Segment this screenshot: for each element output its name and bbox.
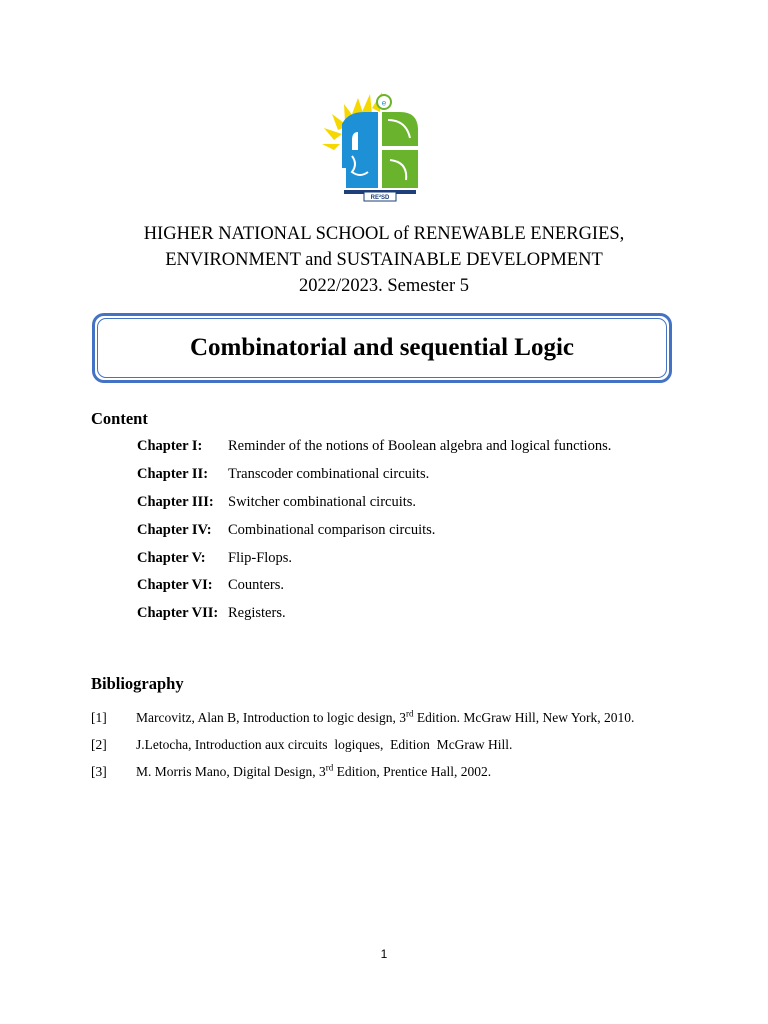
chapter-title: Registers. — [228, 605, 286, 622]
bibliography-heading: Bibliography — [91, 674, 184, 693]
chapter-title: Flip-Flops. — [228, 549, 293, 566]
school-logo-icon — [318, 86, 436, 204]
page-number: 1 — [380, 947, 388, 961]
chapter-title: Switcher combinational circuits. — [228, 493, 417, 510]
chapter-number: Chapter VII: — [137, 605, 219, 622]
reference-number: [3] — [91, 764, 107, 779]
chapter-title: Counters. — [228, 577, 284, 594]
course-title: Combinatorial and sequential Logic — [189, 334, 575, 361]
school-name-line2: ENVIRONMENT and SUSTAINABLE DEVELOPMENT — [165, 250, 603, 270]
chapter-title: Reminder of the notions of Boolean algebra and logical functions. — [228, 438, 612, 454]
chapter-title: Transcoder combinational circuits. — [228, 465, 430, 482]
reference-text: J.Letocha, Introduction aux circuits logiques, Edition McGraw Hill. — [136, 737, 513, 752]
chapter-number: Chapter VI: — [137, 577, 213, 594]
reference-number: [1] — [91, 710, 107, 725]
chapter-number: Chapter II: — [137, 465, 209, 482]
reference-number: [2] — [91, 737, 107, 752]
school-name-line1: HIGHER NATIONAL SCHOOL of RENEWABLE ENERGIES, — [143, 224, 625, 244]
course-title-box — [92, 313, 672, 383]
chapter-number: Chapter III: — [137, 493, 214, 510]
chapter-number: Chapter V: — [137, 549, 206, 566]
reference-text: Marcovitz, Alan B, Introduction to logic design, 3rd Edition. McGraw Hill, New York, 2010. — [136, 708, 635, 725]
svg-text:e: e — [381, 98, 387, 108]
svg-text:RE²SD: RE²SD — [370, 195, 390, 201]
chapter-number: Chapter I: — [137, 438, 203, 454]
academic-session: 2022/2023. Semester 5 — [298, 276, 470, 296]
chapter-number: Chapter IV: — [137, 521, 212, 538]
content-heading: Content — [91, 409, 148, 428]
reference-text: M. Morris Mano, Digital Design, 3rd Edition, Prentice Hall, 2002. — [136, 762, 492, 779]
school-header — [0, 221, 768, 299]
chapter-title: Combinational comparison circuits. — [228, 521, 436, 538]
